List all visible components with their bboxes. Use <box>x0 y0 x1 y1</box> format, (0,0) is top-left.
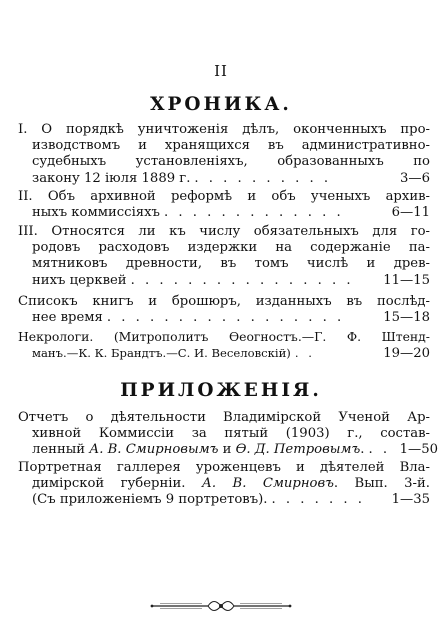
text-fragment: димірской губерніи. <box>32 476 202 492</box>
toc-entry-text: закону 12 іюля 1889 г. <box>32 170 191 186</box>
leader-dots: . . <box>368 442 391 458</box>
appendix-entry-line: Отчетъ о дѣятельности Владимірской Ученой Ар- <box>18 410 430 425</box>
leader-dots: . . . . . . . <box>271 492 365 508</box>
page-range: 6—11 <box>391 205 430 221</box>
toc-entry-line: мятниковъ древности, въ томъ числѣ и древ- <box>32 256 430 272</box>
appendix-entry-text <box>32 442 364 458</box>
appendix-entry-last-line <box>18 492 430 508</box>
toc-entry-line: I. О порядкѣ уничтоженія дѣлъ, оконченныхъ про- <box>18 122 430 137</box>
toc-entry-3 <box>18 224 430 289</box>
appendix-entry-line <box>18 476 430 492</box>
toc-entry-last-line <box>18 345 430 362</box>
author-name: А. В. Смирновъ <box>201 476 334 492</box>
section-heading-chronicle: ХРОНИКА. <box>150 94 292 115</box>
text-fragment: . <box>360 442 365 458</box>
author-name: Ѳ. Д. Петровымъ <box>235 442 361 458</box>
text-fragment: ленный <box>32 442 90 458</box>
toc-entry-text: нихъ церквей <box>32 272 127 288</box>
toc-entry-1 <box>18 122 430 187</box>
toc-entry-last-line <box>18 205 430 221</box>
leader-dots: . . . . . . . . . . <box>194 170 332 186</box>
toc-entry-2 <box>18 189 430 221</box>
leader-dots: . . <box>294 346 315 361</box>
toc-entry-text: манъ.—К. К. Брандтъ.—С. И. Веселовскій) <box>32 346 291 361</box>
toc-entry-last-line <box>18 171 430 187</box>
toc-entry-last-line <box>18 310 430 326</box>
page-range: 3—6 <box>400 170 430 186</box>
leader-dots: . . . . . . . . . . . . . . . . . <box>106 310 345 326</box>
toc-entry-text: нее время <box>32 310 103 326</box>
toc-entry-text: ныхъ коммиссіяхъ <box>32 205 160 221</box>
appendix-entry-line: Портретная галлерея уроженцевъ и дѣятелей Вла- <box>18 460 430 475</box>
ornamental-rule-icon <box>150 597 292 615</box>
page-range: 1—50 <box>399 442 439 458</box>
leader-dots: . . . . . . . . . . . . . <box>163 205 344 221</box>
appendix-entry-line: хивной Коммиссіи за пятый (1903) г., состав- <box>32 426 430 442</box>
leader-dots: . . . . . . . . . . . . . . . . <box>130 272 354 288</box>
page-range: 1—35 <box>391 492 430 508</box>
appendix-entry-text: (Съ приложеніемъ 9 портретовъ). <box>32 492 268 508</box>
page-range: 15—18 <box>383 310 430 326</box>
appendix-entry-1 <box>18 410 439 459</box>
toc-entry-line: судебныхъ установленіяхъ, образованныхъ по <box>32 154 430 170</box>
author-name: А. В. Смирновымъ <box>89 442 219 458</box>
part-number: II <box>214 62 228 80</box>
toc-entry-line: Списокъ книгъ и брошюръ, изданныхъ въ послѣд- <box>18 294 430 309</box>
section-heading-appendix: ПРИЛОЖЕНІЯ. <box>120 380 322 401</box>
appendix-entry-2 <box>18 460 430 509</box>
toc-entry-last-line <box>18 273 430 289</box>
toc-entry-obituaries <box>18 329 430 362</box>
toc-entry-line: родовъ расходовъ издержки на содержаніе па- <box>32 240 430 256</box>
toc-entry-books <box>18 294 430 326</box>
toc-entry-line: II. Объ архивной реформѣ и объ ученыхъ архив- <box>18 189 430 204</box>
appendix-entry-last-line <box>18 442 439 458</box>
page-range: 11—15 <box>383 272 430 288</box>
toc-entry-line: изводствомъ и хранящихся въ административно- <box>32 138 430 154</box>
text-fragment: и <box>218 442 236 458</box>
toc-entry-line: Некрологи. (Митрополитъ Ѳеогностъ.—Г. Ф. Штенд- <box>18 329 430 344</box>
toc-entry-line: III. Относятся ли къ числу обязательныхъ для го- <box>18 224 430 239</box>
text-fragment: . Вып. 3-й. <box>333 476 430 492</box>
page-range: 19—20 <box>383 346 430 362</box>
